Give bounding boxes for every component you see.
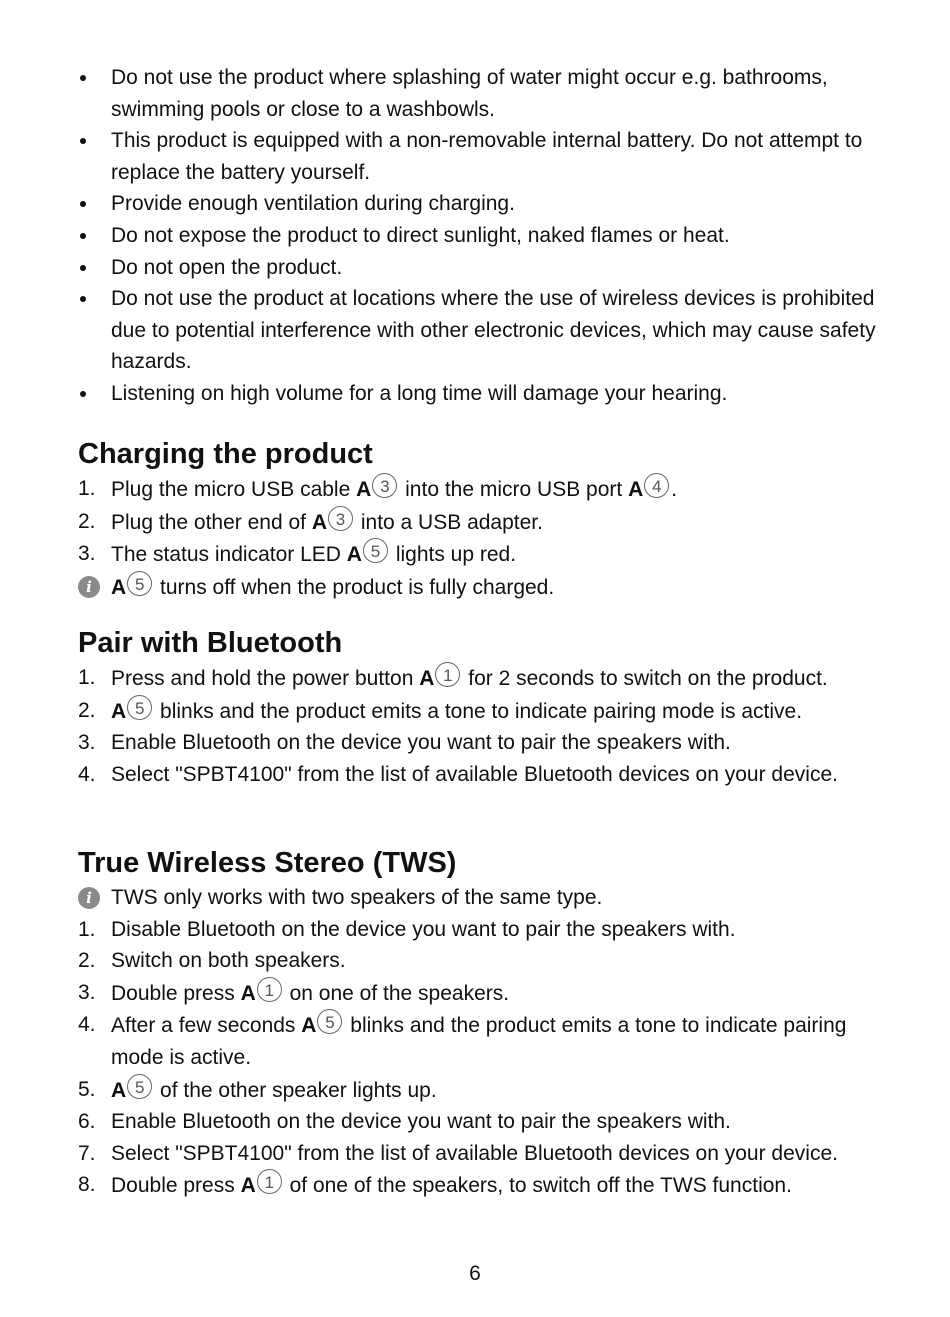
safety-text: Listening on high volume for a long time will damage your hearing.: [111, 381, 728, 405]
note-text: TWS only works with two speakers of the same type.: [111, 886, 603, 909]
part-reference: [419, 667, 462, 690]
safety-list: [78, 62, 878, 410]
part-reference: [356, 478, 399, 501]
step-text: of one of the speakers, to switch off the TWS function.: [289, 1174, 792, 1198]
part-reference: [111, 576, 154, 599]
list-item: [78, 220, 878, 252]
info-note: [78, 571, 878, 604]
step-text: into a USB adapter.: [360, 510, 543, 534]
step: [78, 914, 878, 946]
step: [78, 506, 878, 539]
step-text: Press and hold the power button: [111, 667, 414, 690]
list-item: [78, 125, 878, 188]
step-text: After a few seconds: [111, 1014, 296, 1038]
step: [78, 695, 878, 728]
step-text: for 2 seconds to switch on the product.: [468, 667, 828, 690]
part-reference: [111, 700, 154, 723]
info-note: [78, 882, 878, 914]
step-text: Switch on both speakers.: [111, 949, 346, 973]
page-number: 6: [469, 1262, 481, 1285]
safety-text: Do not open the product.: [111, 255, 343, 279]
step-text: Double press: [111, 1174, 235, 1198]
part-reference: [628, 478, 671, 501]
circled-number-icon: 5: [363, 538, 388, 563]
step-number: 1.: [78, 917, 96, 941]
step: [78, 977, 878, 1010]
step-text: Double press: [111, 981, 235, 1005]
step-text: Select "SPBT4100" from the list of available Bluetooth devices on your device.: [111, 1141, 838, 1165]
part-letter: A: [111, 699, 127, 723]
step-number: 3.: [78, 731, 96, 755]
part-letter: A: [311, 510, 327, 534]
step: [78, 1009, 878, 1073]
part-letter: A: [628, 478, 644, 501]
step: [78, 1106, 878, 1138]
list-item: [78, 62, 878, 125]
step-number: 3.: [78, 980, 96, 1004]
step-number: 2.: [78, 698, 96, 722]
part-letter: A: [356, 478, 372, 501]
step-number: 1.: [78, 477, 96, 500]
step-number: 7.: [78, 1141, 96, 1165]
step: [78, 945, 878, 977]
circled-number-icon: 5: [317, 1009, 342, 1034]
circled-number-icon: 1: [435, 662, 460, 687]
list-item: [78, 188, 878, 220]
step: [78, 662, 878, 695]
part-reference: [241, 1174, 284, 1197]
step-text: on one of the speakers.: [289, 981, 510, 1005]
section-heading: True Wireless Stereo (TWS): [78, 847, 457, 879]
step-number: 4.: [78, 1013, 96, 1037]
step-text: Plug the micro USB cable: [111, 478, 351, 501]
step-text: blinks and the product emits a tone to indicate pairing mode is active.: [111, 1014, 847, 1069]
step-text: The status indicator LED: [111, 543, 341, 567]
safety-text: Do not expose the product to direct sunlight, naked flames or heat.: [111, 223, 730, 247]
safety-text: This product is equipped with a non-removable internal battery. Do not attempt to replace the battery yourself.: [111, 129, 863, 184]
part-letter: A: [240, 1174, 256, 1198]
note-text: turns off when the product is fully charged.: [160, 575, 555, 599]
step-text: Enable Bluetooth on the device you want to pair the speakers with.: [111, 731, 731, 755]
pairing-section: [78, 626, 878, 790]
part-letter: A: [346, 543, 362, 567]
step-number: 2.: [78, 949, 96, 973]
step-text: Disable Bluetooth on the device you want to pair the speakers with.: [111, 917, 736, 941]
step: [78, 473, 878, 506]
tws-section: [78, 846, 878, 1202]
step: [78, 1169, 878, 1202]
safety-text: Do not use the product where splashing of water might occur e.g. bathrooms, swimming pools or close to a washbowls.: [111, 66, 828, 121]
list-item: [78, 283, 878, 378]
part-letter: A: [111, 575, 127, 599]
safety-text: Do not use the product at locations where the use of wireless devices is prohibited due to potential interference with other electronic devices, which may cause safety hazards.: [111, 287, 876, 374]
section-heading: Charging the product: [78, 438, 373, 470]
step-number: 4.: [78, 762, 96, 786]
step-number: 3.: [78, 542, 96, 566]
step-number: 8.: [78, 1173, 96, 1197]
step: [78, 538, 878, 571]
section-heading: Pair with Bluetooth: [78, 627, 343, 659]
info-icon: i: [78, 887, 100, 909]
info-icon: i: [78, 576, 100, 598]
step-number: 2.: [78, 509, 96, 533]
step-text: blinks and the product emits a tone to indicate pairing mode is active.: [160, 699, 803, 723]
circled-number-icon: 5: [127, 695, 152, 720]
circled-number-icon: 4: [644, 473, 669, 498]
list-item: [78, 252, 878, 284]
part-reference: [347, 543, 390, 566]
part-letter: A: [419, 667, 435, 690]
part-reference: [111, 1079, 154, 1102]
circled-number-icon: 3: [372, 473, 397, 498]
step-text: Plug the other end of: [111, 510, 306, 534]
step-number: 5.: [78, 1077, 96, 1101]
part-reference: [241, 982, 284, 1005]
step-text: Select "SPBT4100" from the list of available Bluetooth devices on your device.: [111, 762, 838, 786]
step-text: Enable Bluetooth on the device you want to pair the speakers with.: [111, 1110, 731, 1134]
step-text: .: [671, 478, 678, 501]
step-text: lights up red.: [395, 543, 517, 567]
step-text: into the micro USB port: [405, 478, 623, 501]
step: [78, 727, 878, 759]
part-letter: A: [301, 1014, 317, 1038]
list-item: [78, 378, 878, 410]
step: [78, 1138, 878, 1170]
circled-number-icon: 5: [127, 571, 152, 596]
step-number: 6.: [78, 1110, 96, 1134]
step: [78, 1074, 878, 1107]
part-letter: A: [111, 1078, 127, 1102]
step: [78, 759, 878, 791]
part-letter: A: [240, 981, 256, 1005]
circled-number-icon: 1: [257, 977, 282, 1002]
part-reference: [312, 511, 355, 534]
step-number: 1.: [78, 666, 96, 689]
safety-text: Provide enough ventilation during charging.: [111, 192, 515, 216]
circled-number-icon: 1: [257, 1169, 282, 1194]
charging-section: [78, 437, 878, 603]
step-text: of the other speaker lights up.: [160, 1078, 437, 1102]
circled-number-icon: 3: [328, 506, 353, 531]
part-reference: [301, 1014, 344, 1037]
circled-number-icon: 5: [127, 1074, 152, 1099]
